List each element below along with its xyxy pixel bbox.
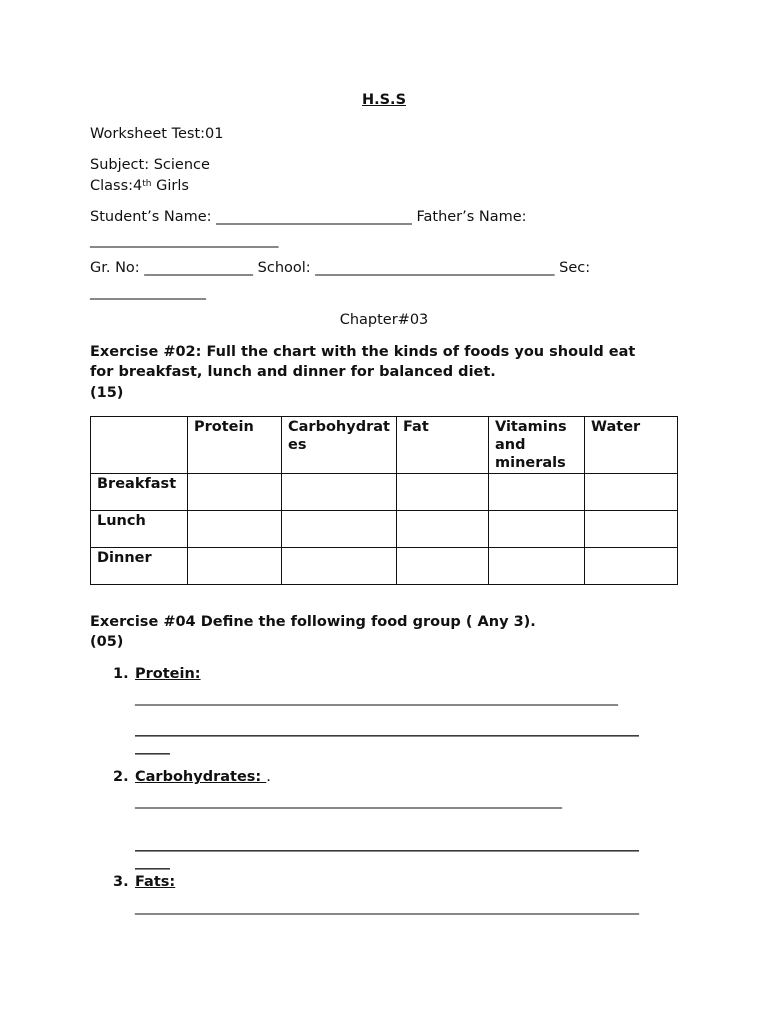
table-header-cell: Carbohydrates: [282, 417, 397, 474]
carbohydrates-heading: Carbohydrates:: [135, 769, 267, 785]
class-prefix: Class:4: [90, 178, 143, 194]
table-header-row: [91, 417, 678, 474]
table-header-cell: Fat: [397, 417, 489, 474]
worksheet-number: Worksheet Test:01: [90, 126, 224, 142]
item-number: 1.: [113, 666, 129, 682]
table-header-cell: Vitamins and minerals: [489, 417, 585, 474]
item-number: 3.: [113, 874, 129, 890]
answer-line[interactable]: ________________________________________________________________________: [135, 721, 639, 737]
answer-line[interactable]: ________________________________________________________________________: [135, 899, 639, 915]
table-cell[interactable]: [489, 511, 585, 548]
student-name-field[interactable]: Student’s Name: ___________________________ Father’s Name:: [90, 209, 527, 225]
exercise4-line1: Exercise #04 Define the following food group ( Any 3).: [90, 614, 536, 630]
table-cell[interactable]: [282, 548, 397, 585]
item-heading-protein: [135, 664, 201, 684]
table-cell[interactable]: [585, 474, 678, 511]
table-cell[interactable]: [585, 548, 678, 585]
gr-school-field[interactable]: Gr. No: _______________ School: _________________________________ Sec:: [90, 260, 591, 276]
food-chart-table: [90, 416, 678, 585]
table-cell[interactable]: [585, 511, 678, 548]
table-header-cell: Protein: [188, 417, 282, 474]
answer-line[interactable]: _____: [135, 739, 170, 755]
table-cell[interactable]: [489, 474, 585, 511]
item-number: 2.: [113, 769, 129, 785]
exercise2-line2: for breakfast, lunch and dinner for balanced diet.: [90, 364, 496, 380]
answer-line[interactable]: _____: [135, 854, 170, 870]
table-header-cell: Water: [585, 417, 678, 474]
answer-line[interactable]: _____________________________________________________________________: [135, 690, 618, 706]
table-header-cell: [91, 417, 188, 474]
answer-line[interactable]: ________________________________________________________________________: [135, 836, 639, 852]
father-name-field[interactable]: __________________________: [90, 232, 279, 248]
exercise2-marks: (15): [90, 385, 124, 401]
fats-heading: Fats:: [135, 874, 176, 890]
table-row: [91, 474, 678, 511]
chapter-heading: Chapter#03: [339, 312, 429, 328]
class-superscript: th: [142, 179, 152, 189]
protein-heading: Protein:: [135, 666, 201, 682]
table-cell[interactable]: [282, 474, 397, 511]
exercise2-line1: Exercise #02: Full the chart with the kinds of foods you should eat: [90, 344, 636, 360]
answer-line[interactable]: _____________________________________________________________: [135, 793, 562, 809]
table-cell[interactable]: [489, 548, 585, 585]
row-label-dinner: Dinner: [91, 548, 188, 585]
section-field[interactable]: ________________: [90, 284, 206, 300]
table-cell[interactable]: [188, 511, 282, 548]
exercise4-marks: (05): [90, 634, 124, 650]
table-cell[interactable]: [188, 548, 282, 585]
table-cell[interactable]: [188, 474, 282, 511]
item-heading-fats: [135, 872, 175, 892]
class-suffix: Girls: [151, 178, 189, 194]
table-row: [91, 548, 678, 585]
row-label-lunch: Lunch: [91, 511, 188, 548]
subject-line: Subject: Science: [90, 157, 210, 173]
heading-trail: .: [266, 769, 271, 785]
row-label-breakfast: Breakfast: [91, 474, 188, 511]
table-cell[interactable]: [397, 548, 489, 585]
table-row: [91, 511, 678, 548]
class-line: [90, 176, 189, 196]
item-heading-carbohydrates: [135, 767, 271, 787]
worksheet-title: H.S.S: [361, 92, 407, 108]
table-cell[interactable]: [397, 474, 489, 511]
table-cell[interactable]: [282, 511, 397, 548]
table-cell[interactable]: [397, 511, 489, 548]
